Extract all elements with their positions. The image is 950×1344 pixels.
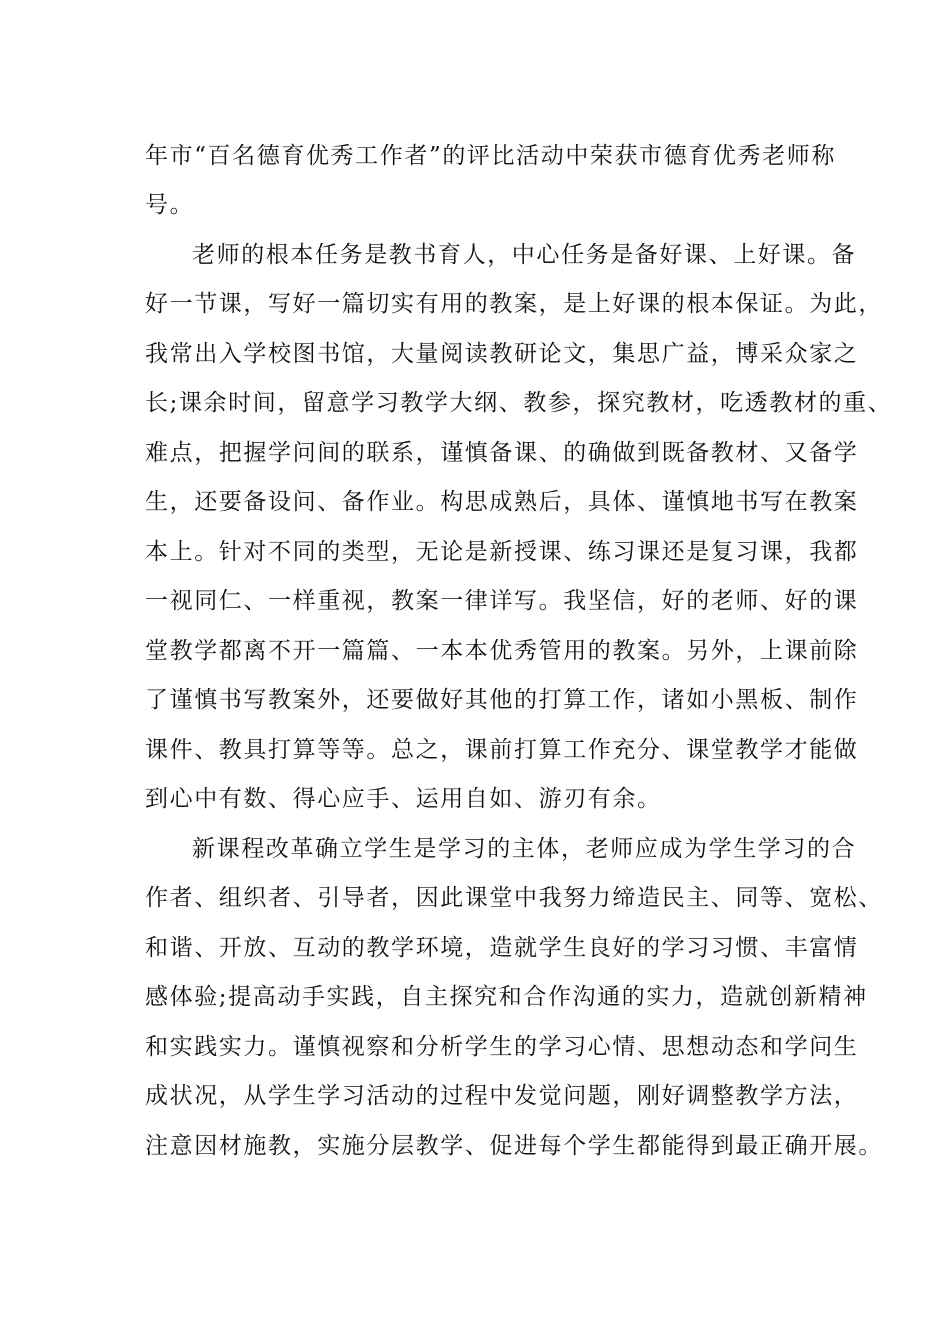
paragraph-first-line: 新课程改革确立学生是学习的主体，老师应成为学生学习的合: [192, 836, 857, 862]
text-line: 成状况，从学生学习活动的过程中发觉问题，刚好调整教学方法，: [145, 1083, 859, 1109]
text-line: 到心中有数、得心应手、运用自如、游刃有余。: [145, 786, 662, 812]
text-line: 我常出入学校图书馆，大量阅读教研论文，集思广益，博采众家之: [145, 341, 859, 367]
text-line: 号。: [145, 192, 195, 218]
text-line: 注意因材施教，实施分层教学、促进每个学生都能得到最正确开展。: [145, 1133, 883, 1159]
text-line: 和谐、开放、互动的教学环境，造就学生良好的学习习惯、丰富情: [145, 935, 859, 961]
paragraph-first-line: 老师的根本任务是教书育人，中心任务是备好课、上好课。备: [192, 242, 857, 268]
text-line: 一视同仁、一样重视，教案一律详写。我坚信，好的老师、好的课: [145, 588, 859, 614]
text-line: 感体验;提高动手实践，自主探究和合作沟通的实力，造就创新精神: [145, 984, 868, 1010]
text-line: 年市“百名德育优秀工作者”的评比活动中荣获市德育优秀老师称: [145, 143, 836, 169]
text-line: 生，还要备设问、备作业。构思成熟后，具体、谨慎地书写在教案: [145, 489, 859, 515]
text-line: 课件、教具打算等等。总之，课前打算工作充分、课堂教学才能做: [145, 737, 859, 763]
text-line: 本上。针对不同的类型，无论是新授课、练习课还是复习课，我都: [145, 539, 859, 565]
text-line: 难点，把握学问间的联系，谨慎备课、的确做到既备教材、又备学: [145, 440, 859, 466]
text-line: 长;课余时间，留意学习教学大纲、教参，探究教材，吃透教材的重、: [145, 390, 893, 416]
text-line: 了谨慎书写教案外，还要做好其他的打算工作，诸如小黑板、制作: [145, 687, 859, 713]
text-line: 好一节课，写好一篇切实有用的教案，是上好课的根本保证。为此，: [145, 291, 883, 317]
text-line: 堂教学都离不开一篇篇、一本本优秀管用的教案。另外，上课前除: [145, 638, 859, 664]
text-line: 作者、组织者、引导者，因此课堂中我努力缔造民主、同等、宽松、: [145, 885, 883, 911]
text-line: 和实践实力。谨慎视察和分析学生的学习心情、思想动态和学问生: [145, 1034, 859, 1060]
